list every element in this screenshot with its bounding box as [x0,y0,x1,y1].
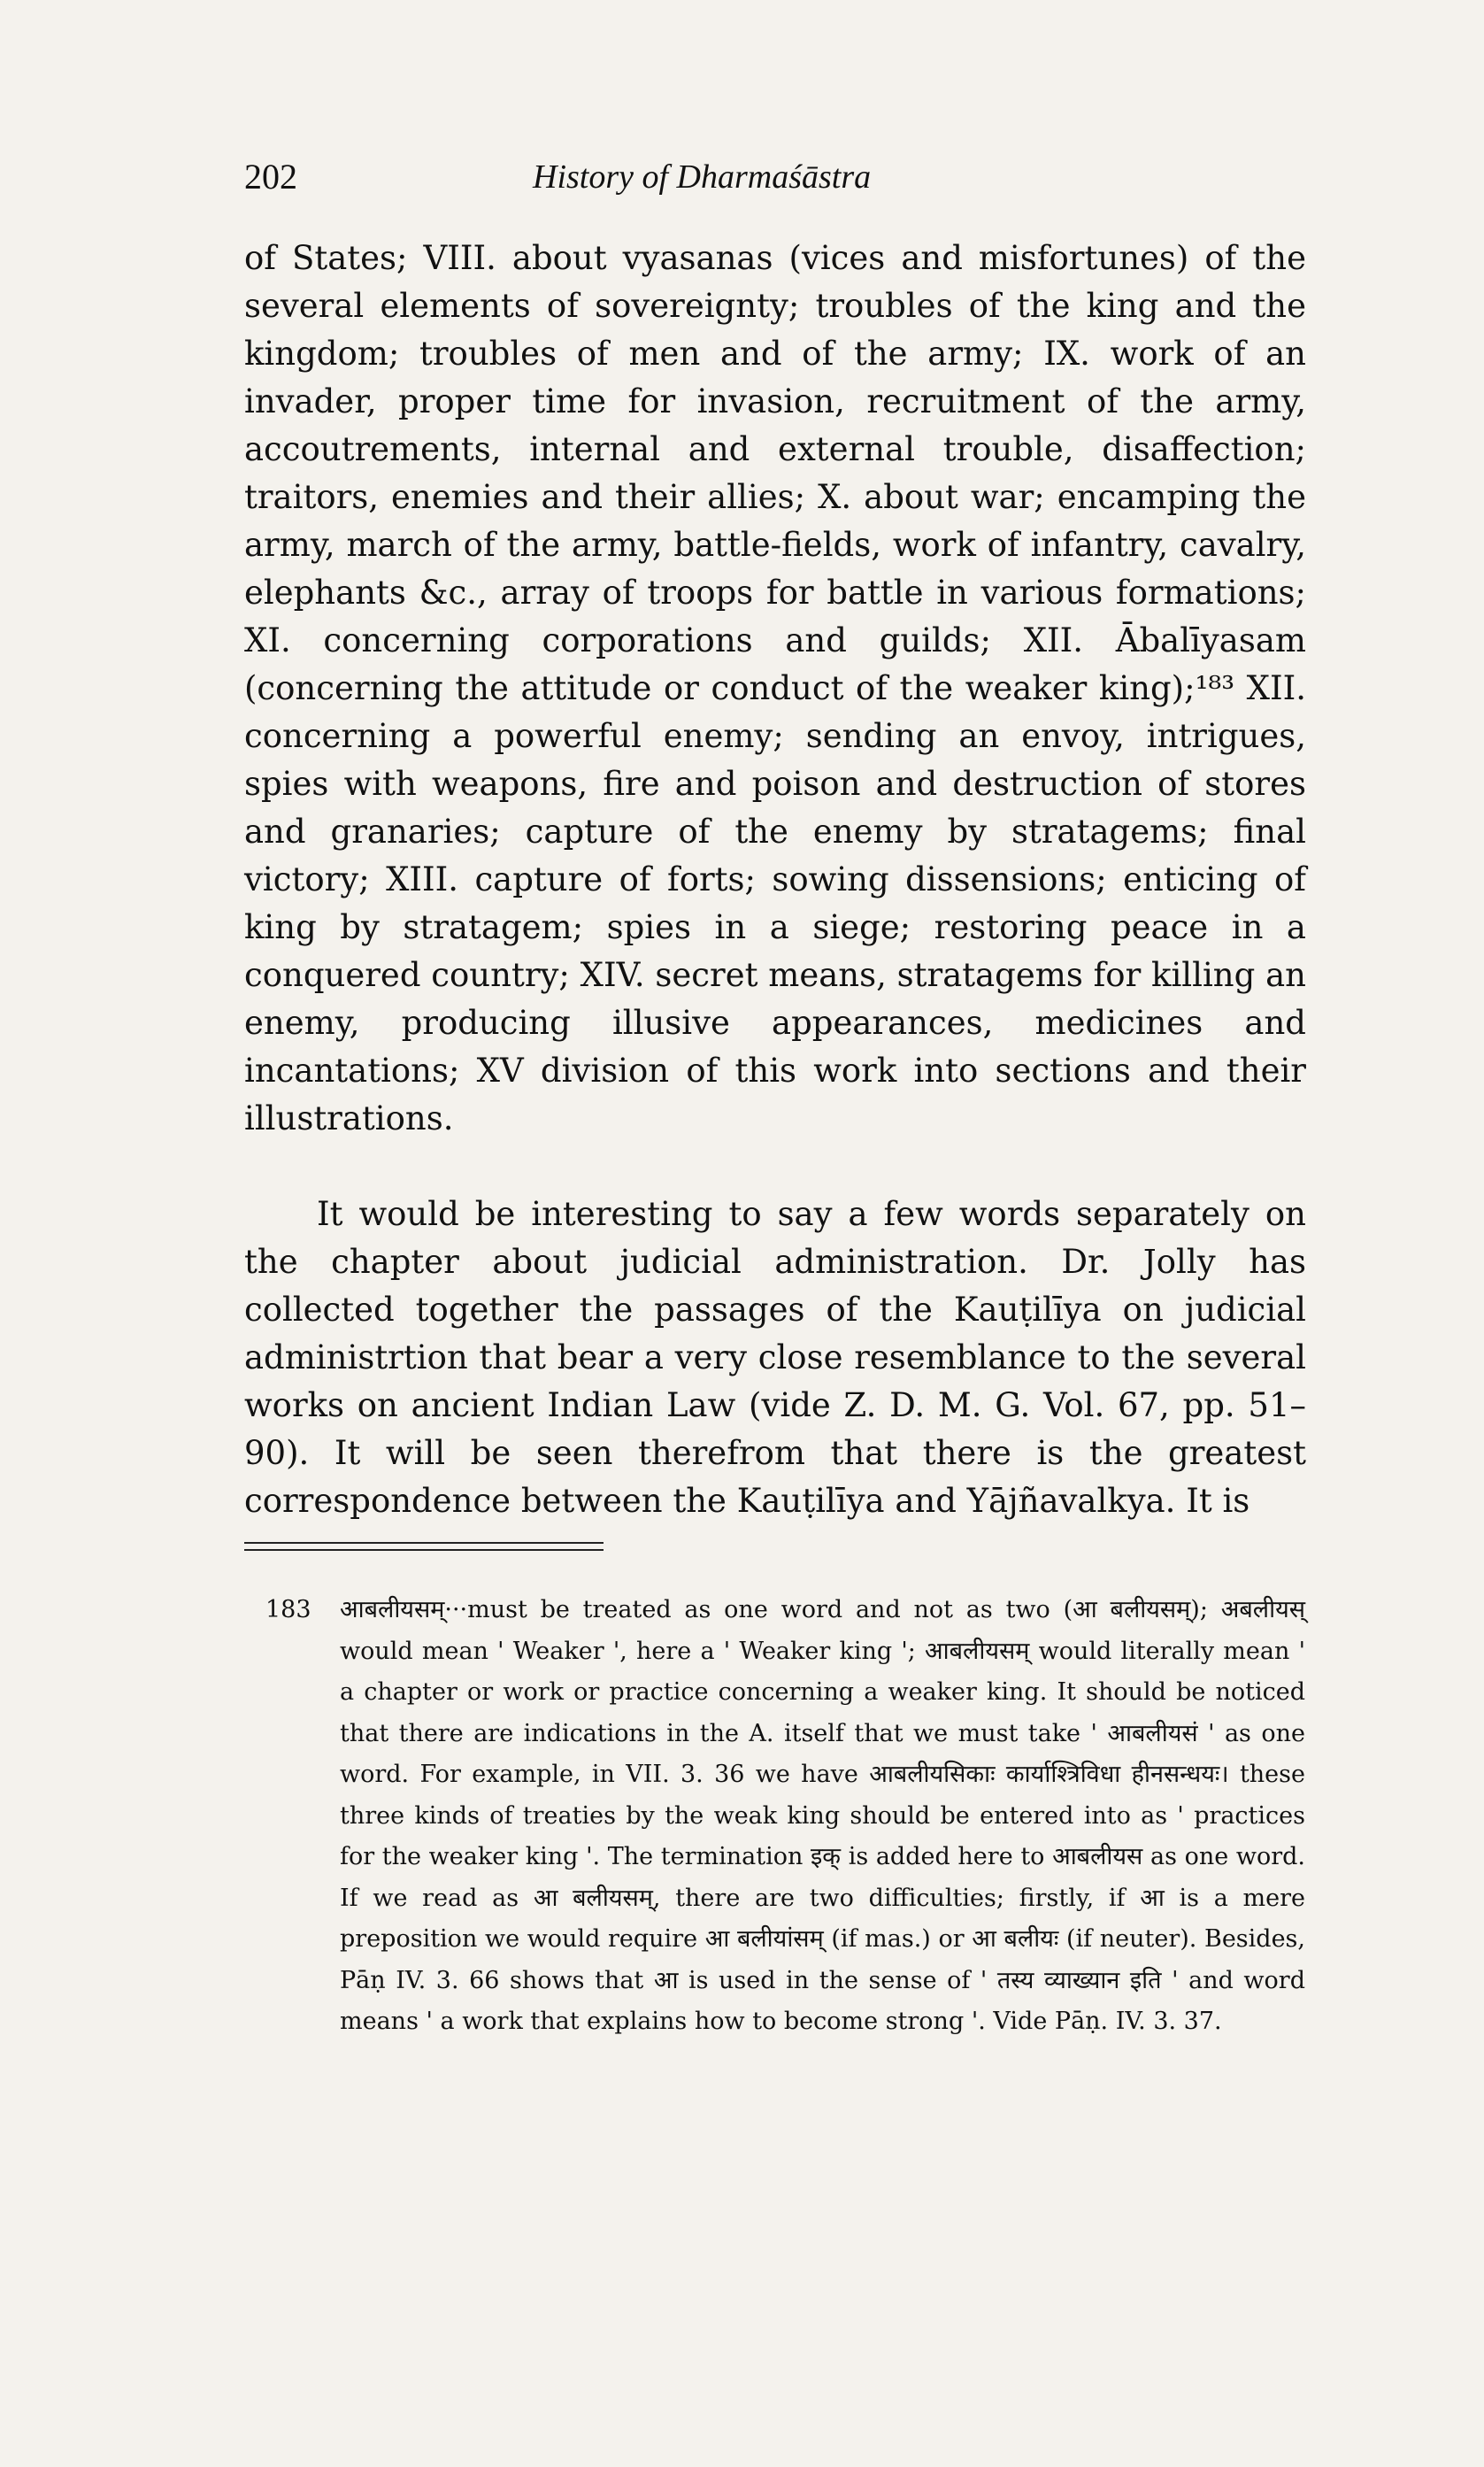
footnote [265,1590,1305,2043]
main-text [244,235,1306,1525]
running-title: History of Dharmaśāstra [533,158,872,196]
footnote-separator [244,1542,604,1551]
paragraph-continued: of States; VIII. about vyasanas (vices and misfortunes) of the several elements of sovereignty; troubles of the king and the kingdom; troubles of men and of the army; IX. work of an invader, proper time for invasion, recruitment of the army, accoutrements, internal and external trouble, disaffection; traitors, enemies and their allies; X. about war; encamping the army, march of the army, battle-fields, work of infantry, cavalry, elephants &c., array of troops for battle in various formations; XI. concerning corporations and guilds; XII. Ābalīyasam (concerning the attitude or conduct of the weaker king);¹⁸³ XII. concerning a powerful enemy; sending an envoy, intrigues, spies with weapons, fire and poison and destruction of stores and granaries; capture of the enemy by stratagems; final victory; XIII. capture of forts; sowing dissensions; enticing of king by stratagem; spies in a siege; restoring peace in a conquered country; XIV. secret means, stratagems for killing an enemy, producing illusive appearances, medicines and incantations; XV division of this work into sections and their illustrations. [244,239,1306,1137]
footnote-number: 183 [265,1596,311,1623]
paragraph-judicial-administration: It would be interesting to say a few words separately on the chapter about judicial administration. Dr. Jolly has collected together the passages of the Kauṭilīya on judicial administrtion that bear a very close resemblance to the several works on ancient Indian Law (vide Z. D. M. G. Vol. 67, pp. 51–90). It will be seen therefrom that there is the greatest correspondence between the Kauṭilīya and Yājñavalkya. It is [244,1195,1306,1520]
page-header [244,142,1306,212]
page-number: 202 [244,157,297,197]
footnote-text: आबलीयसम्···must be treated as one word and not as two (आ बलीयसम्); अबलीयस् would mean ' Weaker ', here a ' Weaker king '; आबलीयसम् would literally mean ' a chapter or work or practice concerning a weaker king. It should be noticed that there are indications in the A. itself that we must take ' आबलीयसं ' as one word. For example, in VII. 3. 36 we have आबलीयसिकाः कार्याश्त्रिविधा हीनसन्धयः। these three kinds of treaties by the weak king should be entered into as ' practices for the weaker king '. The termination इक् is added here to आबलीयस as one word. If we read as आ बलीयसम्, there are two difficulties; firstly, if आ is a mere preposition we would require आ बलीयांसम् (if mas.) or आ बलीयः (if neuter). Besides, Pāṇ IV. 3. 66 shows that आ is used in the sense of ' तस्य व्याख्यान इति ' and word means ' a work that explains how to become strong '. Vide Pāṇ. IV. 3. 37. [340,1596,1305,2035]
